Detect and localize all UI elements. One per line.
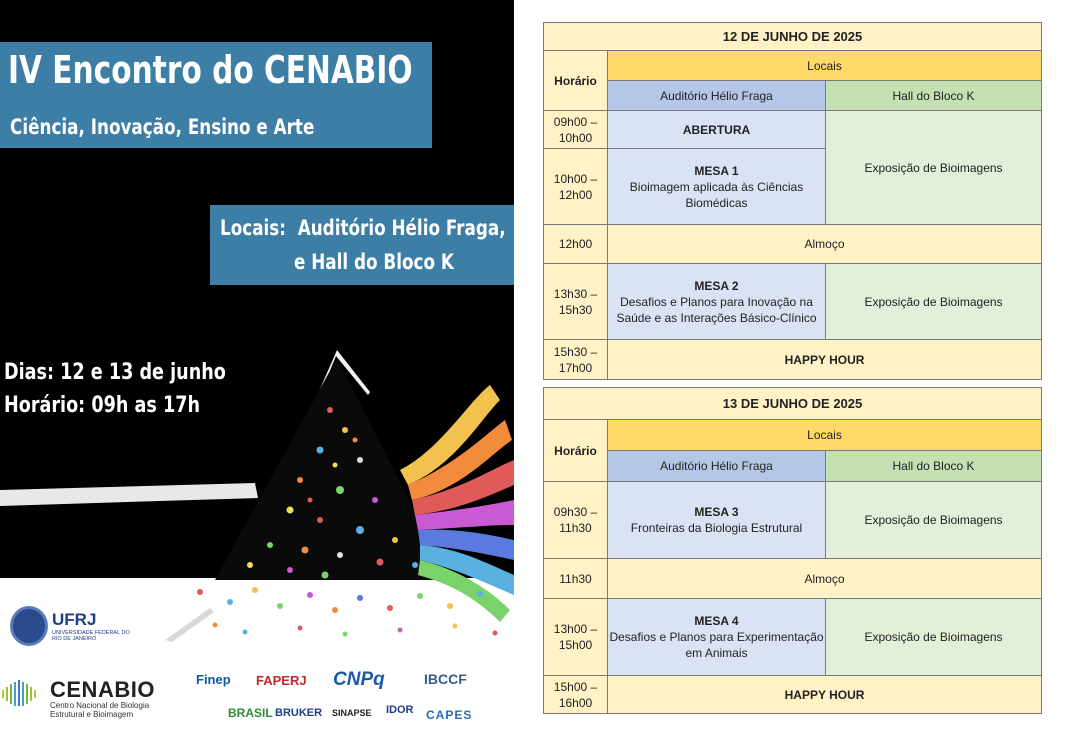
poster-subtitle: Ciência, Inovação, Ensino e Arte [10,115,315,139]
abertura-cell: ABERTURA [608,111,826,149]
mesa-2-cell [608,264,826,340]
bruker-logo: BRUKER [275,707,323,719]
happy-hour-cell: HAPPY HOUR [608,676,1042,714]
almoco-cell: Almoço [608,559,1042,599]
finep-logo: Finep [196,672,231,687]
time-cell: 12h00 [544,225,608,264]
rainbow-spectrum [400,385,514,622]
mesa-4-cell [608,599,826,676]
time-cell: 11h30 [544,559,608,599]
sinapse-logo: SINAPSE [332,708,372,718]
venue-hall-header: Hall do Bloco K [826,81,1042,111]
locais-text-line1 [220,216,506,240]
cenabio-bars-icon [2,678,44,706]
exposicao-cell: Exposição de Bioimagens [826,111,1042,225]
locais-header: Locais [608,420,1042,451]
horario-header: Horário [544,51,608,111]
mesa-3-cell [608,482,826,559]
exposicao-cell: Exposição de Bioimagens [826,264,1042,340]
venue-auditorio-header: Auditório Hélio Fraga [608,81,826,111]
cenabio-wordmark: CENABIO [50,677,155,702]
ufrj-seal-icon [10,606,48,646]
mesa-title: MESA 3 [694,505,739,519]
mesa-description: Desafios e Planos para Experimentação em Animais [609,630,824,660]
time-cell: 09h30 – 11h30 [544,482,608,559]
mesa-description: Desafios e Planos para Inovação na Saúde e as Interações Básico-Clínico [616,294,817,325]
ufrj-fullname: UNIVERSIDADE FEDERAL DO RIO DE JANEIRO [52,630,130,642]
mesa-description: Bioimagem aplicada às Ciências Biomédicas [629,179,804,210]
mesa-title: MESA 1 [694,163,739,178]
happy-hour-cell: HAPPY HOUR [608,340,1042,380]
exposicao-cell: Exposição de Bioimagens [826,482,1042,559]
brasil-gov-logo: BRASIL [228,706,273,720]
schedule-day-2 [543,387,1042,714]
ibccf-logo: IBCCF [424,671,467,687]
locais-header: Locais [608,51,1042,81]
venue-auditorio-header: Auditório Hélio Fraga [608,451,826,482]
event-hours: Horário: 09h as 17h [4,393,200,418]
time-cell: 15h00 – 16h00 [544,676,608,714]
ufrj-wordmark: UFRJ [52,610,97,629]
locais-venue-1: Auditório Hélio Fraga, [297,216,506,240]
faperj-logo: FAPERJ [256,673,307,688]
locais-venue-2: e Hall do Bloco K [294,250,454,274]
capes-logo: CAPES [426,708,473,722]
day-2-date: 13 DE JUNHO DE 2025 [544,388,1042,420]
time-cell: 10h00 – 12h00 [544,149,608,225]
ufrj-logo [10,604,130,650]
mesa-title: MESA 2 [694,278,739,293]
event-poster [0,0,514,739]
mesa-1-cell [608,149,826,225]
time-cell: 15h30 – 17h00 [544,340,608,380]
venue-hall-header: Hall do Bloco K [826,451,1042,482]
time-cell: 13h00 – 15h00 [544,599,608,676]
cnpq-logo: CNPq [333,669,385,690]
schedule-day-1 [543,22,1042,380]
time-cell: 09h00 – 10h00 [544,111,608,149]
almoco-cell: Almoço [608,225,1042,264]
day-1-date: 12 DE JUNHO DE 2025 [544,23,1042,51]
exposicao-cell: Exposição de Bioimagens [826,599,1042,676]
time-cell: 13h30 – 15h30 [544,264,608,340]
scattered-fragments [197,587,498,637]
cenabio-fullname: Centro Nacional de Biologia Estrutural e Bioimagem [50,701,150,719]
poster-title: IV Encontro do CENABIO [8,48,413,92]
locais-label: Locais: [220,216,287,240]
event-dates: Dias: 12 e 13 de junho [4,360,226,385]
horario-header: Horário [544,420,608,482]
idor-logo: IDOR [386,704,414,716]
cenabio-logo [0,676,170,720]
mesa-title: MESA 4 [694,614,739,628]
mesa-description: Fronteiras da Biologia Estrutural [630,521,803,535]
